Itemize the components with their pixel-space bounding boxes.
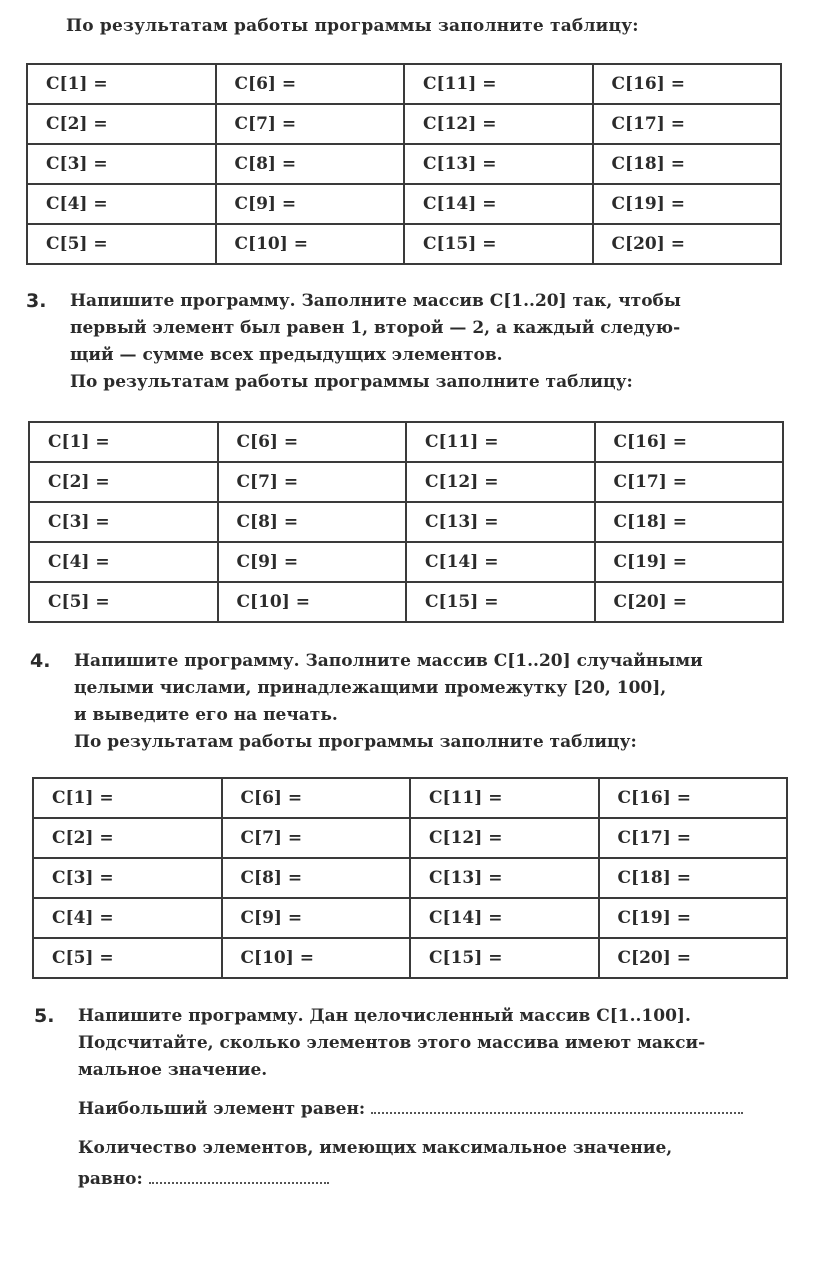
table-cell[interactable]: C[2] = [29, 462, 218, 502]
table-cell[interactable]: C[7] = [222, 818, 411, 858]
task-3-line-2: первый элемент был равен 1, второй — 2, а каждый следую- [70, 318, 681, 338]
table-cell[interactable]: C[11] = [410, 778, 599, 818]
table-cell[interactable]: C[19] = [599, 898, 788, 938]
table-row [29, 542, 783, 582]
table-row [33, 898, 787, 938]
table-row [27, 104, 781, 144]
table-cell[interactable]: C[16] = [599, 778, 788, 818]
table-cell[interactable]: C[3] = [33, 858, 222, 898]
answer-table-2 [28, 421, 784, 623]
task-5-answer-1 [78, 1096, 792, 1123]
table-cell[interactable]: C[16] = [595, 422, 784, 462]
table-cell[interactable]: C[20] = [595, 582, 784, 622]
table-cell[interactable]: C[16] = [593, 64, 782, 104]
table-row [33, 858, 787, 898]
table-cell[interactable]: C[9] = [218, 542, 407, 582]
task-4-line-2: целыми числами, принадлежащими промежутку [20, 100], [74, 678, 667, 698]
table-cell[interactable]: C[6] = [218, 422, 407, 462]
answer-blank-count[interactable] [149, 1168, 329, 1184]
table-cell[interactable]: C[19] = [593, 184, 782, 224]
table-cell[interactable]: C[12] = [406, 462, 595, 502]
table-cell[interactable]: C[9] = [216, 184, 405, 224]
table-cell[interactable]: C[20] = [593, 224, 782, 264]
table-cell[interactable]: C[13] = [406, 502, 595, 542]
task-4-line-1: Напишите программу. Заполните массив C[1..20] случайными [74, 651, 703, 671]
table-cell[interactable]: C[12] = [410, 818, 599, 858]
table-row [33, 818, 787, 858]
task-5-line-1: Напишите программу. Дан целочисленный массив C[1..100]. [78, 1006, 691, 1026]
task-3-number: 3. [26, 290, 47, 312]
table-cell[interactable]: C[13] = [404, 144, 593, 184]
table-cell[interactable]: C[1] = [27, 64, 216, 104]
table-cell[interactable]: C[11] = [404, 64, 593, 104]
task-5 [34, 1003, 792, 1193]
task-5-line-2: Подсчитайте, сколько элементов этого массива имеют макси- [78, 1033, 706, 1053]
table-cell[interactable]: C[3] = [27, 144, 216, 184]
answer-blank-max[interactable] [371, 1098, 743, 1114]
table-row [33, 938, 787, 978]
table-row [29, 582, 783, 622]
task-4-number: 4. [30, 650, 51, 672]
table-cell[interactable]: C[15] = [404, 224, 593, 264]
table-cell[interactable]: C[17] = [599, 818, 788, 858]
answer-table-3 [32, 777, 788, 979]
table-cell[interactable]: C[20] = [599, 938, 788, 978]
task-5-line-3: мальное значение. [78, 1060, 268, 1080]
table-row [27, 184, 781, 224]
table-cell[interactable]: C[1] = [29, 422, 218, 462]
table-cell[interactable]: C[6] = [216, 64, 405, 104]
table-cell[interactable]: C[15] = [406, 582, 595, 622]
task-5-answer-1-label: Наибольший элемент равен: [78, 1099, 366, 1119]
table1-prompt: По результатам работы программы заполните таблицу: [66, 16, 639, 36]
task-5-answer-2: Количество элементов, имеющих максимальное значение, [78, 1138, 673, 1158]
task-4-line-3: и выведите его на печать. [74, 705, 338, 725]
table-cell[interactable]: C[14] = [410, 898, 599, 938]
table-cell[interactable]: C[18] = [599, 858, 788, 898]
table-cell[interactable]: C[12] = [404, 104, 593, 144]
table-cell[interactable]: C[19] = [595, 542, 784, 582]
task-3-line-3: щий — сумме всех предыдущих элементов. [70, 345, 503, 365]
table-cell[interactable]: C[8] = [218, 502, 407, 542]
task-5-number: 5. [34, 1005, 55, 1027]
table-cell[interactable]: C[4] = [27, 184, 216, 224]
table-cell[interactable]: C[10] = [222, 938, 411, 978]
task-3-prompt: По результатам работы программы заполните таблицу: [70, 372, 633, 392]
task-4 [30, 648, 790, 756]
table-cell[interactable]: C[10] = [218, 582, 407, 622]
table-cell[interactable]: C[13] = [410, 858, 599, 898]
table-cell[interactable]: C[14] = [404, 184, 593, 224]
table-row [27, 64, 781, 104]
table-cell[interactable]: C[5] = [27, 224, 216, 264]
answer-table-1 [26, 63, 782, 265]
table-cell[interactable]: C[8] = [222, 858, 411, 898]
task-3 [26, 288, 786, 396]
table-cell[interactable]: C[17] = [595, 462, 784, 502]
table-cell[interactable]: C[15] = [410, 938, 599, 978]
table-row [29, 462, 783, 502]
task-3-line-1: Напишите программу. Заполните массив C[1..20] так, чтобы [70, 291, 681, 311]
table-cell[interactable]: C[6] = [222, 778, 411, 818]
table-cell[interactable]: C[10] = [216, 224, 405, 264]
table-cell[interactable]: C[1] = [33, 778, 222, 818]
table-cell[interactable]: C[5] = [33, 938, 222, 978]
table-cell[interactable]: C[3] = [29, 502, 218, 542]
table-row [33, 778, 787, 818]
table-row [29, 502, 783, 542]
table-cell[interactable]: C[7] = [218, 462, 407, 502]
task-5-answer-2-label: равно: [78, 1169, 143, 1189]
table-cell[interactable]: C[9] = [222, 898, 411, 938]
table-cell[interactable]: C[4] = [33, 898, 222, 938]
table-cell[interactable]: C[18] = [595, 502, 784, 542]
table-row [27, 224, 781, 264]
task-5-answer-2b [78, 1166, 792, 1193]
table-cell[interactable]: C[17] = [593, 104, 782, 144]
table-cell[interactable]: C[14] = [406, 542, 595, 582]
table-row [29, 422, 783, 462]
table-cell[interactable]: C[5] = [29, 582, 218, 622]
table-cell[interactable]: C[2] = [27, 104, 216, 144]
table-cell[interactable]: C[7] = [216, 104, 405, 144]
task-4-prompt: По результатам работы программы заполните таблицу: [74, 732, 637, 752]
table-cell[interactable]: C[18] = [593, 144, 782, 184]
table-cell[interactable]: C[8] = [216, 144, 405, 184]
table-cell[interactable]: C[4] = [29, 542, 218, 582]
table-row [27, 144, 781, 184]
table-cell[interactable]: C[2] = [33, 818, 222, 858]
table-cell[interactable]: C[11] = [406, 422, 595, 462]
